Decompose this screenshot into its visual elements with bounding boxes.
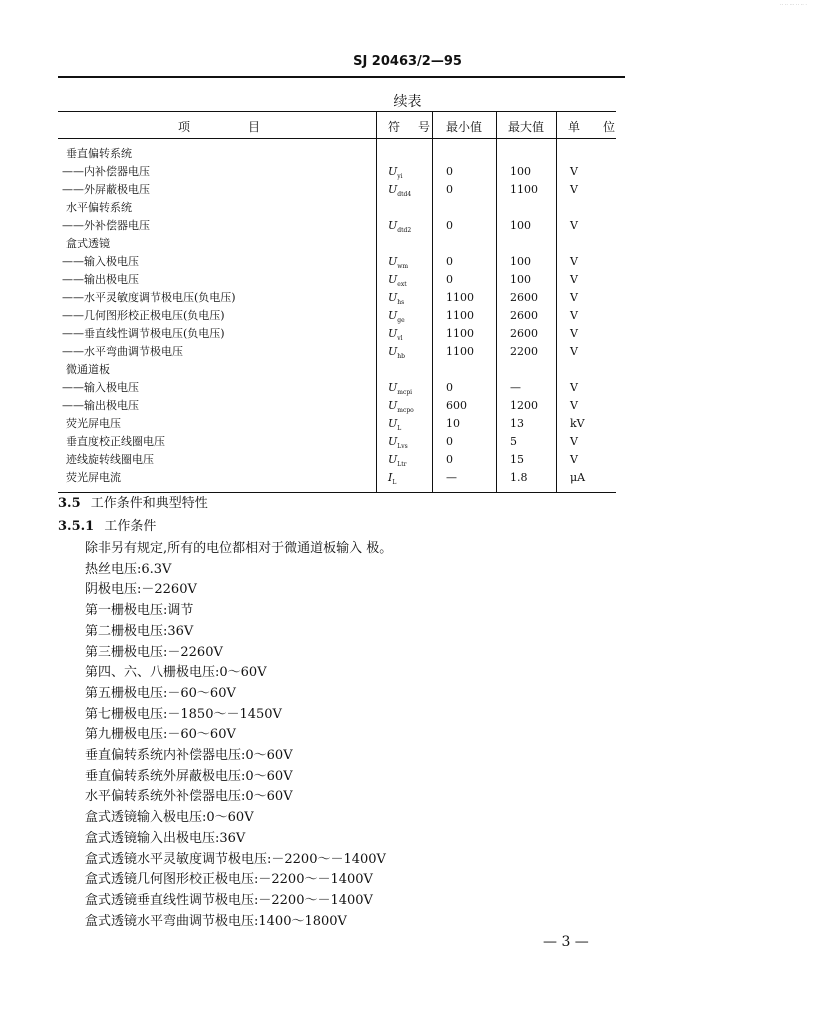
row-unit: V [570, 309, 578, 322]
symbol-subscript: mcpo [397, 407, 414, 415]
row-max: 2600 [510, 291, 538, 304]
row-min: 0 [446, 255, 453, 268]
row-max: 2600 [510, 309, 538, 322]
symbol-subscript: dtd4 [397, 191, 412, 199]
table-row [58, 415, 616, 433]
table-row [58, 289, 616, 307]
symbol-subscript: mcpi [397, 389, 413, 397]
row-unit: kV [570, 417, 585, 430]
row-min: 0 [446, 219, 453, 232]
parameter-table [58, 111, 616, 493]
table-row [58, 361, 616, 379]
row-max: 1200 [510, 399, 538, 412]
row-max: 100 [510, 219, 531, 232]
row-min: 0 [446, 435, 453, 448]
row-item: ——外屏蔽极电压 [62, 183, 150, 196]
row-unit: μA [570, 471, 586, 484]
table-row [58, 379, 616, 397]
row-item: 垂直度校正线圈电压 [66, 435, 165, 448]
symbol-letter: U [388, 399, 398, 412]
condition-line: 第二栅极电压:36V [85, 624, 194, 639]
header-symbol-a: 符 [388, 120, 401, 134]
row-unit: V [570, 327, 578, 340]
condition-line: 盒式透镜水平弯曲调节极电压:1400～1800V [85, 914, 347, 929]
row-max: 100 [510, 255, 531, 268]
symbol-letter: U [388, 273, 398, 286]
symbol-subscript: L [397, 425, 402, 433]
row-max: 1100 [510, 183, 538, 196]
row-max: 100 [510, 273, 531, 286]
scan-watermark: ·· ·· ··· ·· ·· · [779, 2, 807, 8]
section-number: 3.5 [58, 496, 81, 511]
row-unit: V [570, 183, 578, 196]
symbol-subscript: Ltr [397, 461, 407, 469]
row-unit: V [570, 435, 578, 448]
symbol-letter: U [388, 327, 398, 340]
row-item: ——输出极电压 [62, 273, 139, 286]
row-min: 0 [446, 165, 453, 178]
symbol-subscript: hs [397, 299, 405, 307]
table-row [58, 433, 616, 451]
header-item-a: 项 [178, 120, 191, 134]
row-min: 1100 [446, 327, 474, 340]
condition-line: 第三栅极电压:－2260V [85, 645, 223, 660]
symbol-letter: U [388, 345, 398, 358]
header-item-b: 目 [248, 120, 261, 134]
symbol-subscript: ge [397, 317, 405, 325]
symbol-letter: U [388, 255, 398, 268]
symbol-subscript: Lvs [397, 443, 408, 451]
condition-line: 盒式透镜输入出极电压:36V [85, 831, 246, 846]
table-row [58, 451, 616, 469]
row-unit: V [570, 399, 578, 412]
row-item: 盒式透镜 [66, 237, 110, 250]
header-max: 最大值 [508, 120, 545, 134]
section-title: 工作条件和典型特性 [90, 496, 208, 511]
row-max: 15 [510, 453, 524, 466]
symbol-letter: U [388, 291, 398, 304]
row-item: ——输入极电压 [62, 381, 139, 394]
table-row [58, 325, 616, 343]
symbol-letter: U [388, 435, 398, 448]
row-item: ——水平弯曲调节极电压 [62, 345, 183, 358]
row-min: 0 [446, 381, 453, 394]
symbol-subscript: L [392, 479, 397, 487]
row-unit: V [570, 219, 578, 232]
row-min: 1100 [446, 309, 474, 322]
table-row [58, 181, 616, 199]
row-min: 0 [446, 453, 453, 466]
table-caption: 续表 [393, 94, 422, 110]
table-row [58, 145, 616, 163]
table-row [58, 163, 616, 181]
row-min: 1100 [446, 345, 474, 358]
table-row [58, 199, 616, 217]
symbol-subscript: vl [397, 335, 403, 343]
condition-line: 第九栅极电压:－60～60V [85, 727, 236, 742]
table-header-row [58, 112, 616, 139]
symbol-letter: U [388, 417, 398, 430]
condition-line: 垂直偏转系统外屏蔽极电压:0～60V [85, 769, 293, 784]
condition-line: 第四、六、八栅极电压:0～60V [85, 665, 267, 680]
row-item: 垂直偏转系统 [66, 147, 132, 160]
symbol-subscript: yi [397, 173, 403, 181]
symbol-letter: I [388, 471, 393, 484]
row-min: 0 [446, 183, 453, 196]
condition-line: 除非另有规定,所有的电位都相对于微通道板输入 极。 [85, 541, 393, 556]
table-row [58, 469, 616, 487]
row-symbol [388, 469, 396, 492]
table-row [58, 343, 616, 361]
subsection-number: 3.5.1 [58, 519, 95, 534]
header-symbol-b: 号 [418, 120, 431, 134]
condition-line: 第一栅极电压:调节 [85, 603, 194, 618]
section-heading [58, 492, 208, 511]
row-max: 100 [510, 165, 531, 178]
symbol-letter: U [388, 165, 398, 178]
row-unit: V [570, 165, 578, 178]
header-rule [58, 76, 625, 78]
subsection-title: 工作条件 [104, 519, 157, 534]
header-unit-a: 单 [568, 120, 581, 134]
subsection-heading [58, 515, 156, 534]
table-row [58, 397, 616, 415]
row-unit: V [570, 453, 578, 466]
condition-line: 盒式透镜几何图形校正极电压:－2200～－1400V [85, 872, 373, 887]
condition-line: 第五栅极电压:－60～60V [85, 686, 236, 701]
row-item: ——几何图形校正极电压(负电压) [62, 309, 225, 322]
symbol-letter: U [388, 183, 398, 196]
row-item: 迹线旋转线圈电压 [66, 453, 154, 466]
symbol-subscript: dtd2 [397, 227, 412, 235]
row-item: ——外补偿器电压 [62, 219, 150, 232]
row-item: ——水平灵敏度调节极电压(负电压) [62, 291, 236, 304]
condition-line: 阴极电压:－2260V [85, 582, 197, 597]
row-unit: V [570, 345, 578, 358]
symbol-letter: U [388, 453, 398, 466]
row-min: 600 [446, 399, 467, 412]
header-unit-b: 位 [603, 120, 616, 134]
condition-line: 垂直偏转系统内补偿器电压:0～60V [85, 748, 293, 763]
table-row [58, 235, 616, 253]
row-unit: V [570, 381, 578, 394]
table-row [58, 307, 616, 325]
row-item: ——输入极电压 [62, 255, 139, 268]
row-max: 2200 [510, 345, 538, 358]
condition-line: 第七栅极电压:－1850～－1450V [85, 707, 282, 722]
symbol-letter: U [388, 219, 398, 232]
symbol-letter: U [388, 381, 398, 394]
row-max: 5 [510, 435, 517, 448]
row-item: ——内补偿器电压 [62, 165, 150, 178]
row-item: ——输出极电压 [62, 399, 139, 412]
row-item: ——垂直线性调节极电压(负电压) [62, 327, 225, 340]
row-min: 10 [446, 417, 460, 430]
row-min: 1100 [446, 291, 474, 304]
symbol-subscript: hb [397, 353, 405, 361]
row-item: 微通道板 [66, 363, 110, 376]
condition-line: 盒式透镜水平灵敏度调节极电压:－2200～－1400V [85, 852, 386, 867]
row-max: 2600 [510, 327, 538, 340]
row-item: 荧光屏电压 [66, 417, 121, 430]
symbol-subscript: wm [397, 263, 409, 271]
row-unit: V [570, 255, 578, 268]
condition-line: 盒式透镜输入极电压:0～60V [85, 810, 254, 825]
row-item: 荧光屏电流 [66, 471, 121, 484]
page-number: — 3 — [543, 934, 589, 950]
table-row [58, 253, 616, 271]
symbol-letter: U [388, 309, 398, 322]
condition-line: 水平偏转系统外补偿器电压:0～60V [85, 789, 293, 804]
condition-line: 盒式透镜垂直线性调节极电压:－2200～－1400V [85, 893, 373, 908]
table-row [58, 217, 616, 235]
row-item: 水平偏转系统 [66, 201, 132, 214]
document-code-header: SJ 20463/2—95 [353, 54, 462, 69]
row-min: — [446, 471, 457, 484]
row-unit: V [570, 291, 578, 304]
table-row [58, 271, 616, 289]
row-max: — [510, 381, 521, 394]
row-max: 13 [510, 417, 524, 430]
condition-line: 热丝电压:6.3V [85, 562, 172, 577]
row-max: 1.8 [510, 471, 528, 484]
symbol-subscript: ext [397, 281, 407, 289]
header-min: 最小值 [446, 120, 483, 134]
row-min: 0 [446, 273, 453, 286]
row-unit: V [570, 273, 578, 286]
